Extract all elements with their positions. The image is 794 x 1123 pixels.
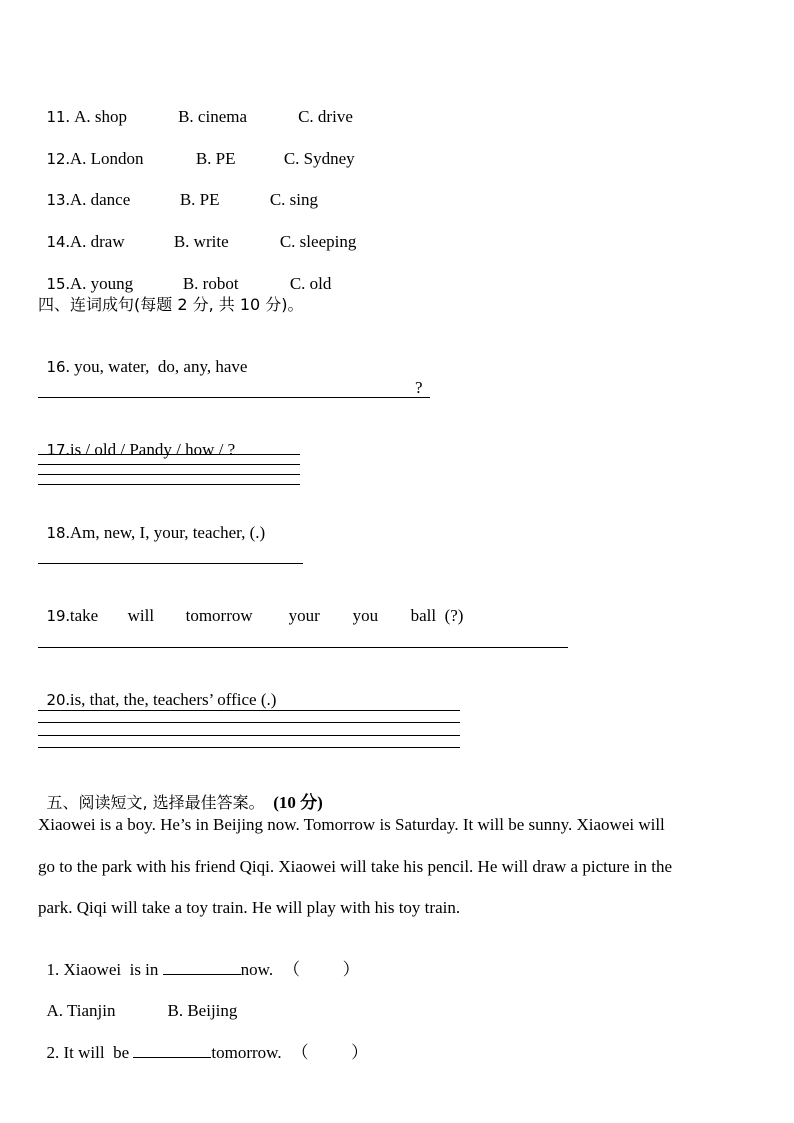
option-a: A. London: [69, 149, 144, 168]
question-number: 12: [46, 150, 66, 168]
option-b: B. cinema: [178, 107, 248, 126]
reading-question-1-options: [38, 981, 237, 1021]
question-number: 16: [46, 358, 66, 376]
passage-line-2: go to the park with his friend Qiqi. Xiaowei will take his pencil. He will draw a picture in the: [38, 857, 673, 876]
word: .take: [65, 606, 99, 625]
fill-blank[interactable]: [133, 1043, 211, 1058]
option-c: C. sing: [269, 190, 319, 209]
section-5-title-text: 五、阅读短文, 选择最佳答案。: [46, 793, 265, 812]
option-b: B. robot: [182, 274, 239, 293]
question-number: 18: [46, 524, 66, 542]
question-separator: .: [65, 107, 75, 126]
question-separator: .: [65, 190, 70, 209]
question-number: 17: [46, 441, 66, 459]
option-b: B. Beijing: [167, 1001, 238, 1020]
option-a: A. draw: [69, 232, 125, 251]
question-separator: .: [65, 274, 70, 293]
answer-line[interactable]: [38, 735, 460, 736]
question-12: [38, 129, 355, 169]
word: ball (?): [410, 606, 464, 625]
section-5-points: (10 分): [273, 793, 323, 812]
section-4-title: 四、连词成句(每题 2 分, 共 10 分)。: [38, 295, 304, 314]
question-end-mark: ?: [415, 378, 423, 397]
question-18: [38, 503, 265, 543]
answer-line[interactable]: [38, 563, 303, 564]
question-16: [38, 337, 247, 377]
answer-line[interactable]: [38, 710, 460, 711]
word: will: [127, 606, 155, 625]
question-19: [38, 586, 463, 626]
option-b: B. PE: [179, 190, 220, 209]
question-20: [38, 670, 276, 710]
option-c: C. drive: [298, 107, 353, 126]
word: your: [288, 606, 320, 625]
question-13: [38, 170, 318, 210]
question-number: 15: [46, 275, 66, 293]
question-text: .Am, new, I, your, teacher, (.): [65, 523, 266, 542]
question-prefix: 2. It will be: [46, 1043, 134, 1062]
question-text: . you, water, do, any, have: [65, 357, 248, 376]
word: you: [352, 606, 379, 625]
question-number: 11: [46, 108, 66, 126]
fill-blank[interactable]: [163, 960, 241, 975]
question-text: .is, that, the, teachers’ office (.): [65, 690, 277, 709]
question-prefix: 1. Xiaowei is in: [46, 960, 163, 979]
question-11: [38, 87, 353, 127]
answer-line[interactable]: [38, 397, 430, 398]
reading-question-2: [38, 1023, 368, 1063]
question-number: 19: [46, 607, 66, 625]
option-a: A. dance: [69, 190, 131, 209]
option-a: A. Tianjin: [46, 1001, 116, 1020]
word: tomorrow: [185, 606, 253, 625]
answer-line[interactable]: [38, 454, 300, 455]
answer-paren[interactable]: （ ）: [283, 960, 360, 979]
answer-line[interactable]: [38, 464, 300, 465]
answer-line[interactable]: [38, 647, 568, 648]
question-suffix: now.: [240, 960, 274, 979]
reading-question-1: [38, 940, 360, 980]
question-15: [38, 254, 331, 294]
passage-line-3: park. Qiqi will take a toy train. He will play with his toy train.: [38, 898, 461, 917]
section-5-title: [38, 773, 323, 813]
option-a: A. shop: [74, 107, 127, 126]
answer-line[interactable]: [38, 747, 460, 748]
question-number: 14: [46, 233, 66, 251]
question-number: 20: [46, 691, 66, 709]
passage-line-1: Xiaowei is a boy. He’s in Beijing now. Tomorrow is Saturday. It will be sunny. Xiaowei will: [38, 815, 665, 834]
answer-line[interactable]: [38, 484, 300, 485]
option-c: C. Sydney: [283, 149, 355, 168]
question-separator: .: [65, 149, 70, 168]
question-number: 13: [46, 191, 66, 209]
question-14: [38, 212, 356, 252]
option-c: C. old: [289, 274, 332, 293]
question-text: .is / old / Pandy / how / ?: [65, 440, 236, 459]
question-separator: .: [65, 232, 70, 251]
option-b: B. PE: [195, 149, 236, 168]
option-a: A. young: [69, 274, 134, 293]
answer-paren[interactable]: （ ）: [291, 1043, 369, 1062]
option-c: C. sleeping: [279, 232, 357, 251]
answer-line[interactable]: [38, 722, 460, 723]
option-b: B. write: [173, 232, 229, 251]
answer-line[interactable]: [38, 474, 300, 475]
question-suffix: tomorrow.: [211, 1043, 282, 1062]
